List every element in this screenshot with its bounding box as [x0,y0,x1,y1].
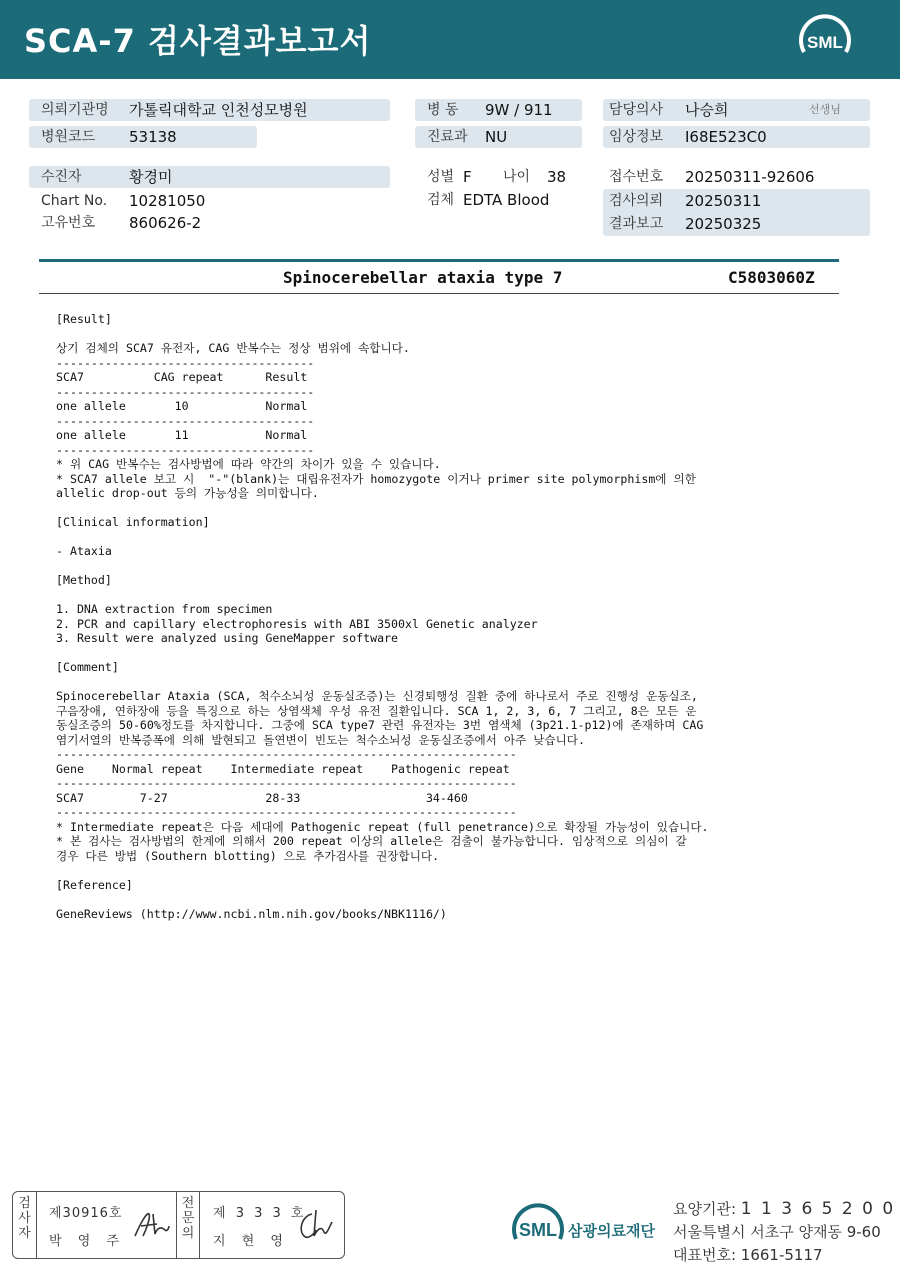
doctor-value: 나승희 [685,101,729,119]
title-rule-top [39,259,839,262]
chart-label: Chart No. [41,193,108,209]
hospital-code-row [29,126,257,148]
sex-age-row [415,166,595,188]
foundation-name: 삼광의료재단 [568,1222,655,1240]
report-line [56,501,836,516]
patient-label: 수진자 [41,169,82,185]
report-line: SCA7 CAG repeat Result [56,370,308,384]
sml-logo [796,12,854,66]
report-line: [Reference] [56,877,133,892]
doctor-suffix: 선생님 [809,103,841,116]
request-row [603,190,870,212]
phone-label: 대표번호: [673,1246,737,1264]
report-line [56,559,836,574]
institution-label: 의뢰기관명 [41,102,109,118]
report-line [56,863,836,878]
report-line: 염기서열의 반복증폭에 의해 발현되고 돌연변이 빈도는 척수소뇌성 운동실조증에서 아주 낮습니다. [56,732,585,747]
technician-side-label: 검 사 자 [13,1192,37,1258]
ward-value: 9W / 911 [485,101,553,119]
report-date-row [603,213,870,235]
dept-value: NU [485,128,508,146]
hospital-code-value: 53138 [129,128,177,146]
dept-label: 진료과 [427,129,468,145]
doctor-name: 지 현 영 [213,1234,289,1249]
technician-license: 제30916호 [49,1206,123,1221]
report-line: [Clinical information] [56,515,210,529]
test-code: C5803060Z [728,268,815,287]
doctor-label: 담당의사 [609,102,664,118]
report-line: ------------------------------------------------------------------ [56,747,517,761]
doctor-signature [296,1206,340,1244]
technician-name: 박 영 주 [49,1234,125,1249]
report-line: * 위 CAG 반복수는 검사방법에 따라 약간의 차이가 있을 수 있습니다. [56,457,441,471]
report-line: 1. DNA extraction from specimen [56,602,273,616]
report-line: [Method] [56,573,112,587]
clinical-value: I68E523C0 [685,128,767,146]
report-line: * 본 검사는 검사방법의 한계에 의해서 200 repeat 이상의 allele은 검출이 불가능합니다. 임상적으로 의심이 갈 [56,834,687,848]
doctor-row [603,99,870,121]
report-line: 경우 다른 방법 (Southern blotting) 으로 추가검사를 권장합니다. [56,848,440,863]
ward-row [415,99,582,121]
specimen-label: 검체 [427,192,455,208]
receipt-row [603,166,870,188]
chart-row [29,190,390,212]
report-line [56,646,836,661]
report-line: 동실조증의 50-60%정도를 차지합니다. 그중에 SCA type7 관련 유전자는 3번 염색체 (3p21.1-p12)에 존재하며 CAG [56,718,704,732]
chart-value: 10281050 [129,192,206,210]
report-line: 2. PCR and capillary electrophoresis with ABI 3500xl Genetic analyzer [56,616,538,631]
report-line: * Intermediate repeat은 다음 세대에 Pathogenic repeat (full penetrance)으로 확장될 가능성이 있습니다. [56,819,709,834]
institution-code-line [673,1198,895,1219]
receipt-value: 20250311-92606 [685,168,815,186]
specimen-value: EDTA Blood [463,191,550,209]
clinical-label: 임상정보 [609,129,664,145]
report-body [56,312,836,921]
report-line: Spinocerebellar Ataxia (SCA, 척수소뇌성 운동실조증)는 신경퇴행성 질환 중에 하나로서 주로 진행성 운동실조, [56,689,698,703]
test-title: Spinocerebellar ataxia type 7 [283,268,563,287]
institution-code-label: 요양기관: [673,1200,737,1218]
patient-row [29,166,390,188]
footer-sml-logo [510,1199,566,1255]
report-date-label: 결과보고 [609,216,664,232]
id-label: 고유번호 [41,215,96,231]
report-line: one allele 11 Normal [56,428,308,442]
signature-box [12,1191,345,1259]
report-header [0,0,900,79]
report-date-value: 20250325 [685,215,762,233]
clinical-row [603,126,870,148]
report-line: - Ataxia [56,544,112,558]
age-label: 나이 [503,169,531,185]
report-line [56,530,836,545]
doctor-license: 제 3 3 3 호 [213,1206,307,1221]
title-rule-bottom [39,293,839,294]
request-value: 20250311 [685,192,762,210]
report-line: ------------------------------------- [56,442,315,457]
report-line [56,327,836,342]
report-line [56,675,836,690]
report-line [56,892,836,907]
report-line: one allele 10 Normal [56,399,308,413]
footer-logo-text: SML [519,1220,557,1240]
receipt-label: 접수번호 [609,169,664,185]
report-line: 3. Result were analyzed using GeneMapper software [56,631,399,645]
report-line: 상기 검체의 SCA7 유전자, CAG 반복수는 정상 범위에 속합니다. [56,341,410,355]
dept-row [415,126,582,148]
report-line: ------------------------------------- [56,413,315,428]
report-line: [Result] [56,312,112,326]
id-row [29,212,390,234]
page-title: SCA-7 검사결과보고서 [24,22,372,60]
patient-value: 황경미 [129,168,173,186]
institution-code-value: 1 1 3 6 5 2 0 0 [740,1199,896,1219]
report-line [56,588,836,603]
report-line: GeneReviews (http://www.ncbi.nlm.nih.gov/books/NBK1116/) [56,906,447,921]
report-line: ------------------------------------- [56,355,315,370]
doctor-side-label: 전 문 의 [176,1192,200,1258]
report-line: 구음장애, 연하장애 등을 특징으로 하는 상염색체 우성 유전 질환입니다. SCA 1, 2, 3, 6, 7 그리고, 8은 모든 운 [56,703,697,718]
specimen-row [415,189,595,211]
phone-value: 1661-5117 [740,1246,823,1264]
sex-label: 성별 [427,169,455,185]
address: 서울특별시 서초구 양재동 9-60 [673,1223,881,1241]
institution-row [29,99,390,121]
report-line: * SCA7 allele 보고 시 "-"(blank)는 대립유전자가 homozygote 이거나 primer site polymorphism에 의한 [56,471,696,486]
report-line: SCA7 7-27 28-33 34-460 [56,790,468,805]
hospital-code-label: 병원코드 [41,129,96,145]
age-value: 38 [547,168,567,186]
report-line: allelic drop-out 등의 가능성을 의미합니다. [56,486,319,500]
sml-logo-text: SML [807,33,843,52]
report-line: ------------------------------------------------------------------ [56,805,517,819]
id-value: 860626-2 [129,214,202,232]
technician-signature [131,1208,171,1242]
report-line: ------------------------------------- [56,384,315,399]
sex-value: F [463,168,472,186]
report-line: [Comment] [56,660,119,674]
report-line: ------------------------------------------------------------------ [56,776,517,790]
request-label: 검사의뢰 [609,193,664,209]
report-line: Gene Normal repeat Intermediate repeat Pathogenic repeat [56,761,510,776]
institution-value: 가톨릭대학교 인천성모병원 [129,101,308,119]
phone-line [673,1244,823,1265]
ward-label: 병 동 [427,102,459,118]
